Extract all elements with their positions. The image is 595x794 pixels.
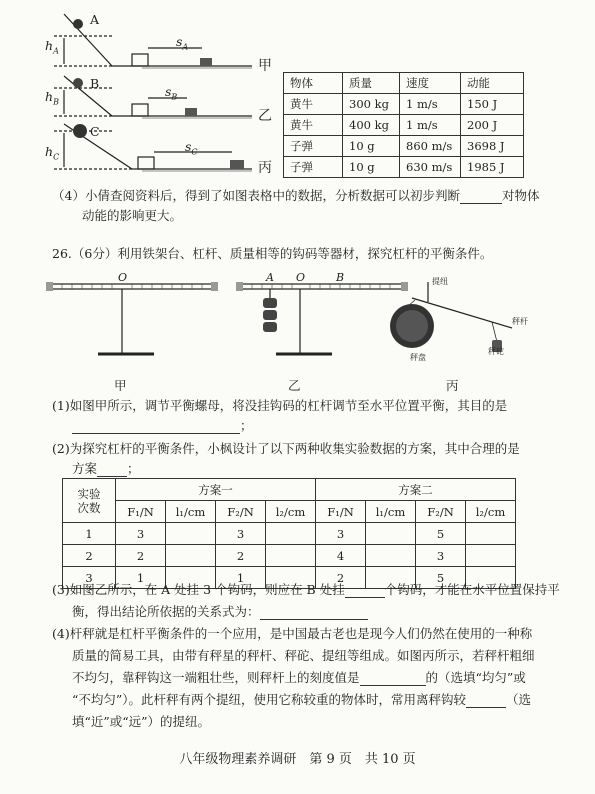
table-cell: 4 [316, 545, 366, 567]
table-cell [366, 545, 416, 567]
lever-figure [42, 268, 542, 376]
table-cell: 200 J [461, 115, 524, 136]
table-cell: 3698 J [461, 136, 524, 157]
block-a [200, 58, 212, 66]
question-4b-line5: 填“近”或“远”）的提纽。 [72, 714, 211, 729]
steelyard-label-pan: 秤盘 [410, 353, 426, 362]
balance-nut-right [401, 282, 408, 291]
table-cell [366, 523, 416, 545]
table-row [63, 545, 516, 567]
table-cell: 300 kg [343, 94, 400, 115]
ball-c [73, 124, 87, 138]
table-row [284, 157, 524, 178]
table-cell: 子弹 [284, 157, 343, 178]
table-cell: 630 m/s [400, 157, 461, 178]
question-3-line2: 衡，得出结论所依据的关系式为： [72, 604, 368, 620]
table-cell: 3 [116, 523, 166, 545]
kinetic-energy-figure [42, 6, 282, 176]
question-2-line1: (2)为探究杠杆的平衡条件，小枫设计了以下两种收集实验数据的方案，其中合理的是 [52, 441, 520, 456]
table-cell [466, 545, 516, 567]
question-4b-line2: 质量的简易工具，由带有秤星的秤杆、秤砣、提纽等组成。如图丙所示，若秤杆粗细 [72, 648, 535, 663]
table-cell: 子弹 [284, 136, 343, 157]
answer-blank[interactable] [97, 476, 127, 477]
table-subheader-row [63, 501, 516, 523]
table-cell: 1 [216, 567, 266, 589]
point-a-label: A [266, 271, 274, 284]
table-cell [266, 523, 316, 545]
hook-weight [263, 298, 277, 308]
table-cell: 黄牛 [284, 115, 343, 136]
point-b-label: B [336, 271, 345, 284]
row-label-yi: 乙 [258, 108, 272, 124]
table-cell: 2 [63, 545, 116, 567]
table-row [63, 523, 516, 545]
steelyard-label-knob: 提纽 [432, 277, 448, 286]
table-cell: 1 [63, 523, 116, 545]
table-header: l₂/cm [266, 501, 316, 523]
steelyard-label-weight: 秤砣 [488, 347, 504, 356]
table-cell: 1985 J [461, 157, 524, 178]
table-header: l₁/cm [166, 501, 216, 523]
answer-blank[interactable] [72, 433, 240, 434]
table-header: 质量 [343, 73, 400, 94]
ball-a [73, 19, 83, 29]
table-cell: 3 [63, 567, 116, 589]
answer-blank[interactable] [345, 597, 385, 598]
question-4b-line3: 不均匀，靠秤钩这一端粗壮些，则秤杆上的刻度值是 的（选填“均匀”或 [72, 670, 526, 685]
question-4-line2: 动能的影响更大。 [82, 208, 183, 223]
table-corner: 实验 次数 [63, 479, 116, 523]
table-cell [466, 523, 516, 545]
steelyard-label-beam: 秤杆 [512, 317, 528, 326]
ball-b [73, 78, 83, 88]
steelyard-pan-goods [396, 310, 428, 342]
table-header: 速度 [400, 73, 461, 94]
question-3-line1: (3)如图乙所示，在 A 处挂 3 个钩码，则应在 B 处挂 个钩码，才能在水平位置保持平 [52, 582, 560, 597]
table-cell: 1 m/s [400, 94, 461, 115]
distance-label-b: $s_B$ [165, 84, 178, 102]
balance-nut-left [46, 282, 53, 291]
table-cell: 1 m/s [400, 115, 461, 136]
table-header: 动能 [461, 73, 524, 94]
table-header: F₂/N [216, 501, 266, 523]
table-cell: 1 [116, 567, 166, 589]
distance-label-c: $s_C$ [185, 139, 198, 157]
table-header: F₁/N [316, 501, 366, 523]
height-label-a: $h_A$ [45, 38, 59, 56]
balance-nut-right [211, 282, 218, 291]
table-cell: 2 [316, 567, 366, 589]
table-cell [166, 545, 216, 567]
table-cell: 2 [116, 545, 166, 567]
answer-blank[interactable] [460, 203, 502, 204]
question-4b-line4: “不均匀”）。此杆秤有两个提纽，使用它称较重的物体时，常用离秤钩较 （选 [72, 692, 532, 707]
table-header: 物体 [284, 73, 343, 94]
balance-nut-left [236, 282, 243, 291]
table-cell: 5 [416, 523, 466, 545]
height-label-c: $h_C$ [45, 144, 60, 162]
table-cell: 860 m/s [400, 136, 461, 157]
question-26-title: 26.（6分）利用铁架台、杠杆、质量相等的钩码等器材，探究杠杆的平衡条件。 [52, 246, 493, 261]
plan-one-header: 方案一 [116, 479, 316, 501]
answer-blank[interactable] [260, 619, 368, 620]
table-cell [266, 545, 316, 567]
height-label-b: $h_B$ [45, 89, 59, 107]
question-2-line2: 方案 ； [72, 461, 140, 476]
question-1-line2: ； [72, 418, 253, 434]
plan-two-header: 方案二 [316, 479, 516, 501]
table-cell: 5 [416, 567, 466, 589]
table-header: F₁/N [116, 501, 166, 523]
answer-blank[interactable] [466, 707, 506, 708]
ball-label-a: A [90, 12, 100, 27]
hook-weight [263, 322, 277, 332]
ball-label-c: C [90, 124, 100, 139]
table-row [284, 94, 524, 115]
distance-label-a: $s_A$ [176, 34, 189, 52]
table-header-row [63, 479, 516, 501]
caption-yi: 乙 [288, 378, 301, 393]
table-header: l₁/cm [366, 501, 416, 523]
question-1-line1: (1)如图甲所示，调节平衡螺母，将没挂钩码的杠杆调节至水平位置平衡，其目的是 [52, 398, 508, 413]
caption-jia: 甲 [114, 378, 127, 393]
table-cell: 150 J [461, 94, 524, 115]
answer-blank[interactable] [360, 685, 426, 686]
page-footer: 八年级物理素养调研 第 9 页 共 10 页 [179, 752, 416, 767]
block-c [230, 160, 244, 169]
row-label-bing: 丙 [258, 160, 272, 176]
table-cell: 10 g [343, 136, 400, 157]
ball-label-b: B [90, 76, 100, 91]
table-header: l₂/cm [466, 501, 516, 523]
block-b [185, 108, 197, 116]
plan-table [62, 478, 516, 589]
pivot-label: O [118, 271, 128, 284]
table-row [284, 115, 524, 136]
table-row [284, 136, 524, 157]
pivot-label: O [296, 271, 306, 284]
table-cell: 400 kg [343, 115, 400, 136]
table-cell: 黄牛 [284, 94, 343, 115]
table-cell [166, 523, 216, 545]
table-header-row [284, 73, 524, 94]
hook-weight [263, 310, 277, 320]
table-cell: 3 [316, 523, 366, 545]
table-cell: 10 g [343, 157, 400, 178]
question-4b-line1: (4)杆秤就是杠杆平衡条件的一个应用，是中国最古老也是现今人们仍然在使用的一种称 [52, 626, 533, 641]
table-cell: 3 [416, 545, 466, 567]
row-label-jia: 甲 [258, 58, 272, 74]
table-cell: 2 [216, 545, 266, 567]
question-4-line1: （4）小倩查阅资料后，得到了如图表格中的数据，分析数据可以初步判断 对物体 [52, 188, 540, 203]
energy-table [283, 72, 524, 178]
table-header: F₂/N [416, 501, 466, 523]
caption-bing: 丙 [446, 378, 459, 393]
table-cell: 3 [216, 523, 266, 545]
